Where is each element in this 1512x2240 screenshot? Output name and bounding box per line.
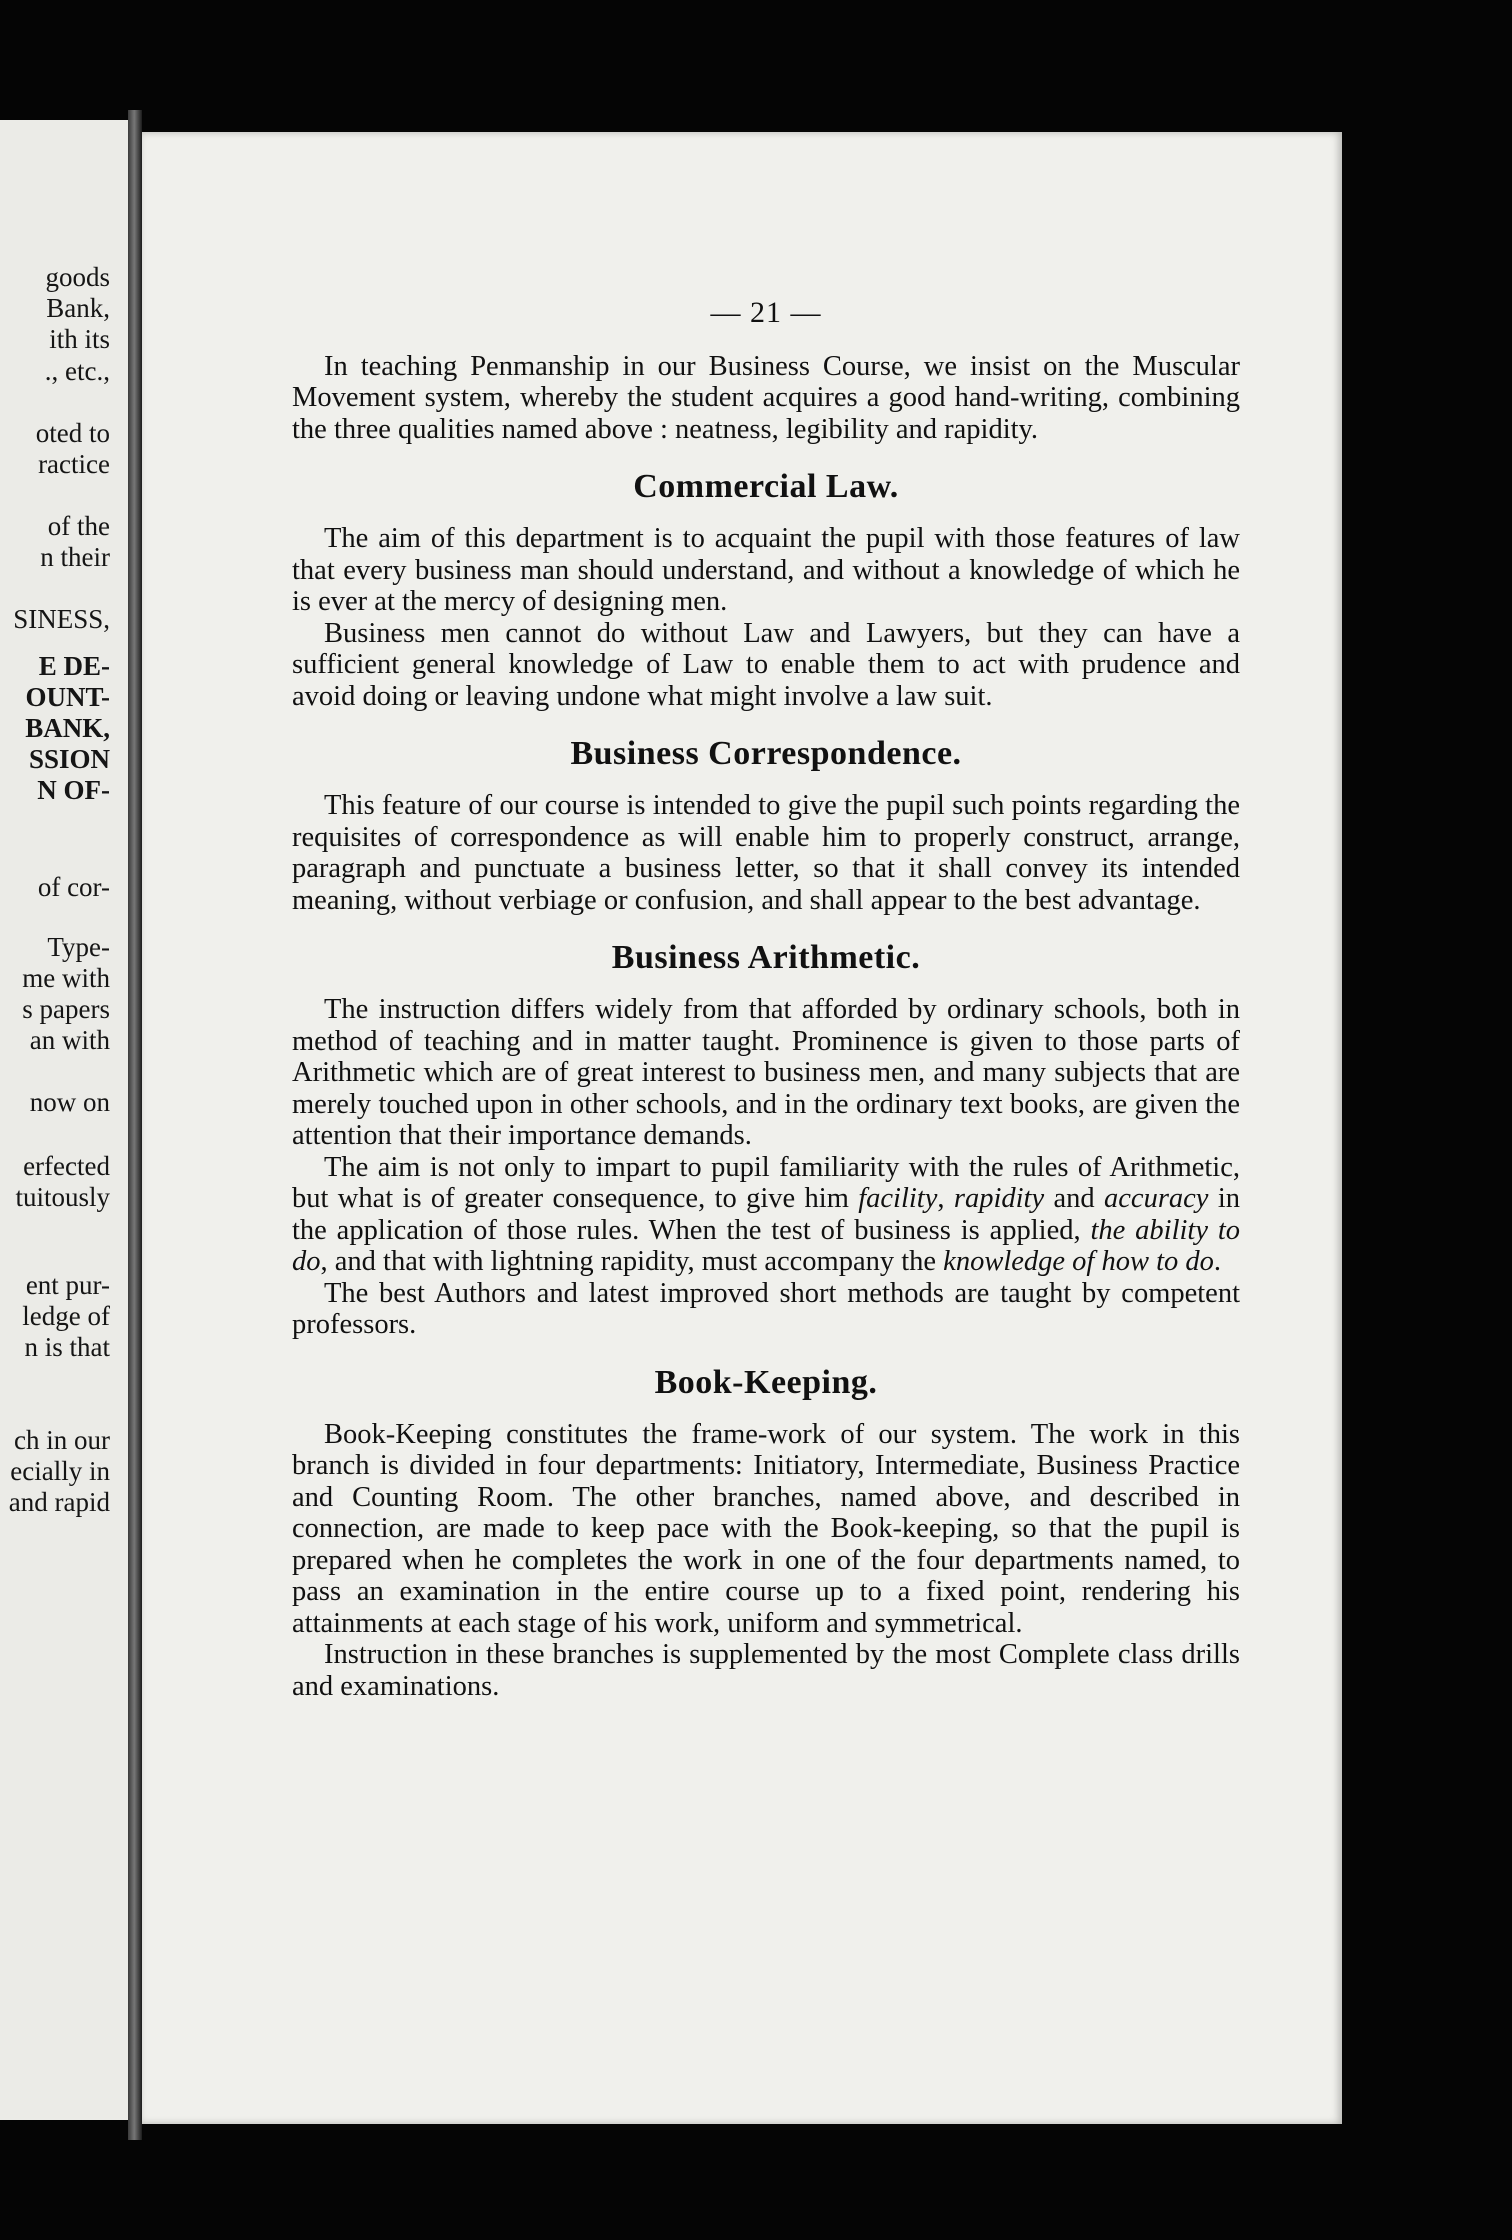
text-run: ,	[937, 1183, 954, 1214]
business-arithmetic-paragraph-2	[292, 1152, 1240, 1278]
facing-page-line: SSION	[28, 744, 110, 774]
emphasis-ability: the ability to do	[292, 1214, 1240, 1277]
emphasis-knowledge: knowledge of how to do	[943, 1246, 1214, 1277]
facing-page-line: Type-	[47, 932, 110, 962]
facing-page-line: ith its	[49, 324, 110, 354]
facing-page-line: ledge of	[22, 1301, 110, 1331]
facing-page-line: ent pur-	[25, 1270, 110, 1300]
page-content	[292, 297, 1240, 1702]
book-keeping-paragraph-2: Instruction in these branches is supplemented by the most Complete class drills and examinations.	[292, 1639, 1240, 1702]
facing-page-fragment	[0, 120, 128, 2120]
facing-page-line: of cor-	[37, 872, 110, 902]
heading-book-keeping: Book-Keeping.	[654, 1363, 878, 1401]
book-gutter	[128, 110, 142, 2140]
facing-page-line: ractice	[38, 449, 110, 479]
facing-page-line: n their	[40, 542, 110, 572]
emphasis-rapidity: rapidity	[953, 1183, 1045, 1214]
heading-commercial-law: Commercial Law.	[633, 468, 899, 505]
emphasis-facility: facility	[858, 1183, 938, 1214]
text-run: , and that with lightning rapidity, must accompany the	[320, 1246, 944, 1277]
text-run: in the application of those rules. When the test of business is applied,	[292, 1183, 1241, 1246]
text-run: .	[1213, 1246, 1222, 1277]
book-keeping-paragraph-1: Book-Keeping constitutes the frame-work of our system. The work in this branch is divided in four departments: Initiatory, Intermediate, Business Practice and Counting Room. The other branches, named above, and described in connection, are made to keep pace with the Book-keeping, so that the pupil is prepared when he completes the work in one of the four departments named, to pass an examination in the entire course up to a fixed point, rendering his attainments at each stage of his work, uniform and symmetrical.	[292, 1418, 1240, 1639]
facing-page-line: me with	[22, 963, 110, 993]
facing-page-line: Bank,	[46, 293, 110, 323]
facing-page-line: ., etc.,	[44, 356, 110, 386]
heading-business-correspondence: Business Correspondence.	[570, 735, 962, 772]
facing-page-line: n is that	[24, 1332, 110, 1362]
facing-page-line: of the	[47, 511, 110, 541]
business-correspondence-paragraph: This feature of our course is intended to give the pupil such points regarding the requisites of correspondence as will enable him to properly construct, arrange, paragraph and punctuate a business letter, so that it shall convey its intended meaning, without verbiage or confusion, and shall appear to the best advantage.	[292, 790, 1240, 916]
facing-page-line: and rapid	[8, 1487, 110, 1517]
facing-page-line: oted to	[35, 418, 110, 448]
facing-page-line: BANK,	[25, 713, 110, 743]
facing-page-line: goods	[45, 262, 110, 292]
facing-page-line: N OF-	[37, 775, 110, 805]
intro-paragraph: In teaching Penmanship in our Business Course, we insist on the Muscular Movement system, whereby the student acquires a good hand-writing, combining the three qualities named above : neatness, legibility and rapidity.	[292, 350, 1240, 445]
facing-page-line: SINESS,	[13, 604, 110, 634]
business-arithmetic-paragraph-1: The instruction differs widely from that afforded by ordinary schools, both in method of teaching and in matter taught. Prominence is given to those parts of Arithmetic which are of great interest to business men, and many subjects that are merely touched upon in other schools, and in the ordinary text books, are given the attention that their importance demands.	[292, 994, 1240, 1151]
facing-page-line: s papers	[22, 994, 110, 1024]
page-number: — 21 —	[710, 296, 822, 329]
text-run: and	[1044, 1183, 1105, 1214]
facing-page-line: ch in our	[14, 1425, 110, 1455]
facing-page-line: tuitously	[15, 1182, 110, 1212]
facing-page-line: now on	[29, 1087, 110, 1117]
text-run: The aim is not only to impart to pupil familiarity with the rules of Arithmetic, but what is of greater consequence, to give him	[292, 1151, 1240, 1214]
facing-page-line: an with	[29, 1025, 110, 1055]
document-page	[142, 132, 1342, 2124]
facing-page-line: erfected	[23, 1151, 110, 1181]
facing-page-line: ecially in	[10, 1456, 110, 1486]
commercial-law-paragraph-2: Business men cannot do without Law and Lawyers, but they can have a sufficient general knowledge of Law to enable them to act with prudence and avoid doing or leaving undone what might involve a law suit.	[292, 617, 1240, 712]
commercial-law-paragraph-1: The aim of this department is to acquaint the pupil with those features of law that every business man should understand, and without a knowledge of which he is ever at the mercy of designing men.	[292, 523, 1240, 617]
facing-page-line: OUNT-	[25, 682, 110, 712]
facing-page-line: E DE-	[38, 651, 110, 681]
business-arithmetic-paragraph-3: The best Authors and latest improved short methods are taught by competent professors.	[292, 1277, 1240, 1340]
heading-business-arithmetic: Business Arithmetic.	[611, 939, 921, 976]
emphasis-accuracy: accuracy	[1104, 1183, 1209, 1214]
